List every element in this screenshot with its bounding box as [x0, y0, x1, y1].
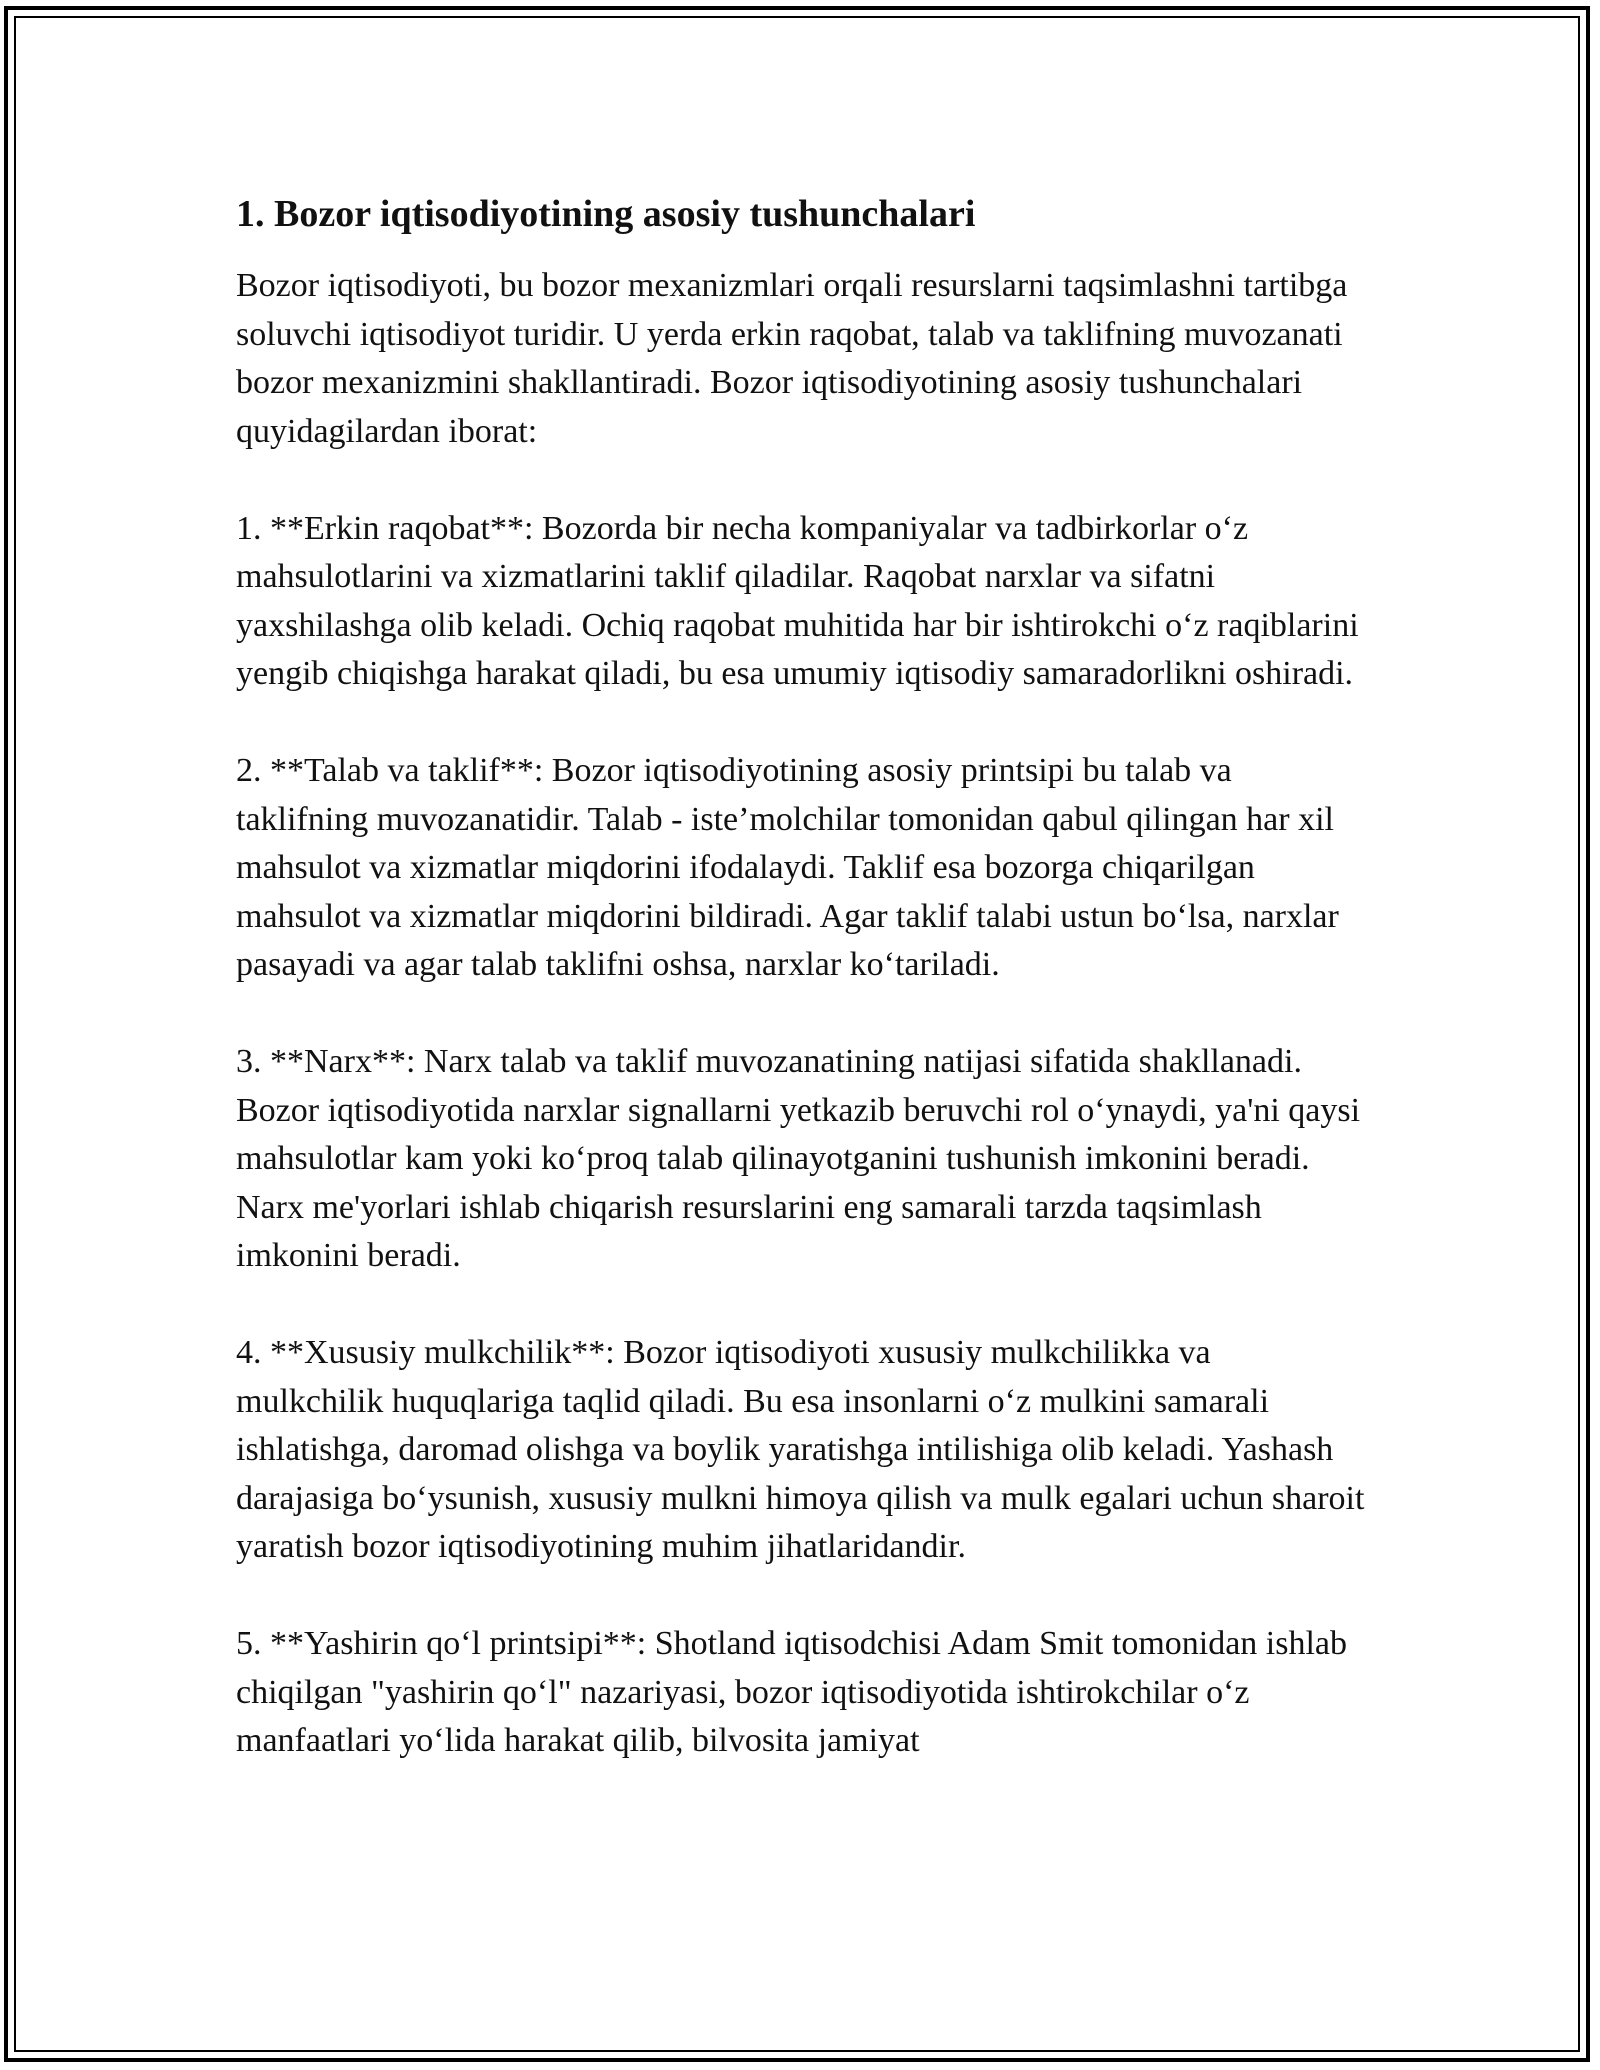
- list-item-erkin-raqobat: 1. **Erkin raqobat**: Bozorda bir necha kompaniyalar va tadbirkorlar o‘z mahsulotlarini va xizmatlarini taklif qiladilar. Raqobat narxlar va sifatni yaxshilashga olib keladi. Ochiq raqobat muhitida har bir ishtirokchi o‘z raqiblarini yengib chiqishga harakat qiladi, bu esa umumiy iqtisodiy samaradorlikni oshiradi.: [236, 509, 1359, 692]
- intro-paragraph: Bozor iqtisodiyoti, bu bozor mexanizmlari orqali resurslarni taqsimlashni tartibga soluvchi iqtisodiyot turidir. U yerda erkin raqobat, talab va taklifning muvozanati bozor mexanizmini shakllantiradi. Bozor iqtisodiyotining asosiy tushunchalari quyidagilardan iborat:: [236, 267, 1348, 450]
- list-item-xususiy-mulkchilik: 4. **Xususiy mulkchilik**: Bozor iqtisodiyoti xususiy mulkchilikka va mulkchilik huquqlariga taqlid qiladi. Bu esa insonlarni o‘z mulkini samarali ishlatishga, daromad olishga va boylik yaratishga intilishiga olib keladi. Yashash darajasiga bo‘ysunish, xususiy mulkni himoya qilish va mulk egalari uchun sharoit yaratish bozor iqtisodiyotining muhim jihatlaridandir.: [236, 1334, 1365, 1565]
- list-item-talab-va-taklif: 2. **Talab va taklif**: Bozor iqtisodiyotining asosiy printsipi bu talab va taklifning muvozanatidir. Talab - iste’molchilar tomonidan qabul qilingan har xil mahsulot va xizmatlar miqdorini ifodalaydi. Taklif esa bozorga chiqarilgan mahsulot va xizmatlar miqdorini bildiradi. Agar taklif talabi ustun bo‘lsa, narxlar pasayadi va agar talab taklifni oshsa, narxlar ko‘tariladi.: [236, 752, 1339, 983]
- list-item-yashirin-qol: 5. **Yashirin qo‘l printsipi**: Shotland iqtisodchisi Adam Smit tomonidan ishlab chiqilgan "yashirin qo‘l" nazariyasi, bozor iqtisodiyotida ishtirokchilar o‘z manfaatlari yo‘lida harakat qilib, bilvosita jamiyat: [236, 1625, 1348, 1759]
- document-body: [236, 190, 1366, 1766]
- list-item-narx: 3. **Narx**: Narx talab va taklif muvozanatining natijasi sifatida shakllanadi. Bozor iqtisodiyotida narxlar signallarni yetkazib beruvchi rol o‘ynaydi, ya'ni qaysi mahsulotlar kam yoki ko‘proq talab qilinayotganini tushunish imkonini beradi. Narx me'yorlari ishlab chiqarish resurslarini eng samarali tarzda taqsimlash imkonini beradi.: [236, 1043, 1361, 1274]
- section-heading: 1. Bozor iqtisodiyotining asosiy tushunchalari: [236, 193, 976, 235]
